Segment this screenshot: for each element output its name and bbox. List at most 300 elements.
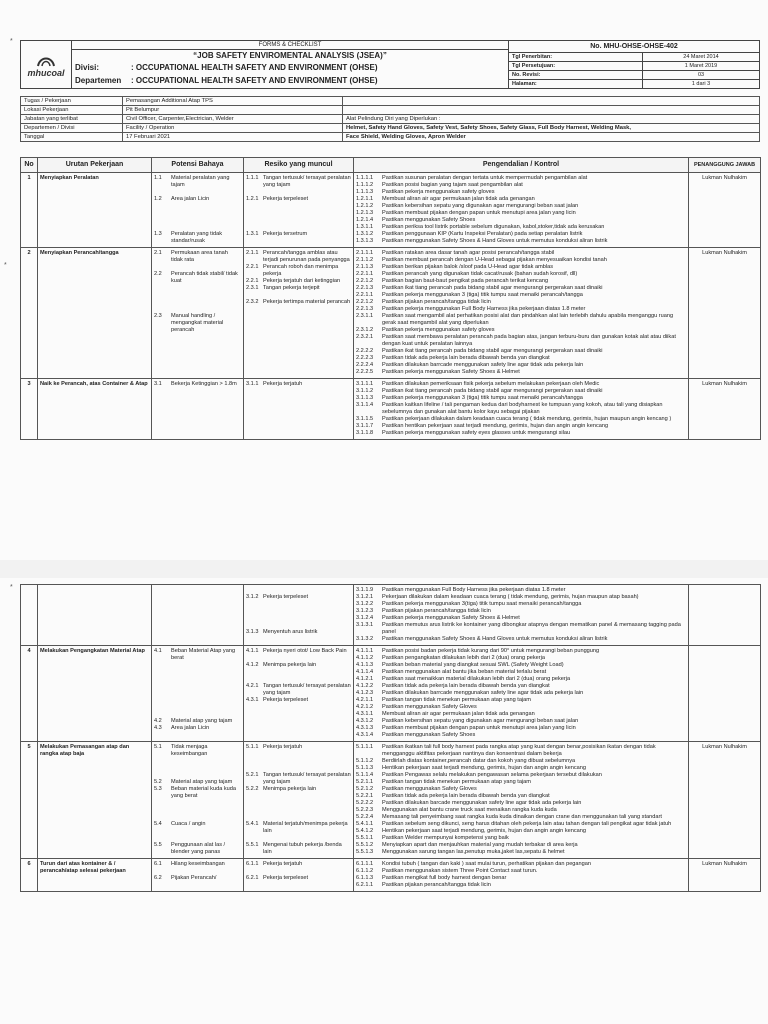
document-header [20, 40, 760, 89]
item-text: Pastikan ikat tiang perancah pada bidang stabil agar mengurangi pergerakan saat dinaiki [382, 388, 603, 394]
list-item [356, 334, 686, 348]
item-code: 5.2.2.3 [356, 807, 374, 813]
item-text: Pastikan penggunaan KIP (Kartu Inspeksi Peralatan) pada setiap peralatan listrik [382, 231, 583, 237]
item-code: 5.4.1.2 [356, 828, 374, 834]
meta-key: Halaman: [509, 80, 643, 88]
meta-key: No. Revisi: [509, 71, 643, 79]
jsea-table-page-2 [20, 584, 761, 892]
list-item [356, 662, 686, 669]
item-code: 5.1.1 [246, 744, 259, 750]
lokasi-value: Pit Belumpur [123, 106, 343, 115]
table-row [21, 742, 761, 859]
mhucoal-logo-icon [36, 54, 56, 68]
meta-row [509, 71, 759, 80]
item-code: 3.1.3.1 [356, 622, 374, 628]
item-code: 6.1.1 [246, 861, 259, 867]
item-text: Pastikan pekerja menggunakan 3 (tiga) titik tumpu saat menaiki perancah/tangga [382, 292, 583, 298]
list-item [356, 882, 686, 889]
divisi-label: Divisi: [75, 63, 100, 73]
list-item [356, 348, 686, 355]
column-pengendalian: Pengendalian / Kontrol [354, 158, 689, 173]
item-text: Pastikan menggunakan Safety Gloves [382, 704, 477, 710]
list-item [246, 772, 351, 786]
item-code: 4.3.1.4 [356, 732, 374, 738]
page-gap [0, 560, 768, 578]
item-text: Membuat aliran air agar permukaan jalan tidak ada genangan [382, 711, 535, 717]
item-code: 4.3.1.3 [356, 725, 374, 731]
item-code: 3.1.2 [246, 594, 259, 600]
job-step: Naik ke Perancah, atas Container & Atap [38, 379, 152, 440]
row-number: 1 [21, 173, 38, 248]
list-item [154, 718, 241, 725]
list-item [356, 369, 686, 376]
column-potensi: Potensi Bahaya [152, 158, 244, 173]
item-text: Pastikan pekerja menggunakan 3 (tiga) titik tumpu saat menaiki perancah/tangga [382, 395, 583, 401]
item-code: 3.1.2.4 [356, 615, 374, 621]
list-item [356, 271, 686, 278]
list-item [154, 725, 241, 732]
list-item [356, 821, 686, 828]
item-code: 2.2.2.2 [356, 348, 374, 354]
item-text: Pastikan tidak ada pekerja lain berada dibawah benda yan diangkat [382, 793, 550, 799]
list-item [246, 196, 351, 203]
item-code: 3.1.1.7 [356, 423, 374, 429]
item-text: Pastikan menggunakan Full Body Harness jika pekerjaan diatas 1.8 meter [382, 587, 566, 593]
item-code: 4.1.1 [246, 648, 259, 654]
item-text: Pastikan dilakukan pemeriksaan fisik pekerja sebelum melakukan pekerjaan oleh Medic [382, 381, 600, 387]
item-code: 2.2.1.3 [356, 285, 374, 291]
list-item [356, 416, 686, 423]
item-text: Beban material kuda kuda yang berat [171, 786, 236, 799]
item-code: 3.1.1.5 [356, 416, 374, 422]
column-no: No [21, 158, 38, 173]
responsible-person: Lukman Nulhakim [689, 248, 761, 379]
item-code: 4.1.2.2 [356, 683, 374, 689]
list-item [356, 278, 686, 285]
item-code: 4.1.2.1 [356, 676, 374, 682]
tanggal-value: 17 Februari 2021 [123, 133, 343, 142]
item-code: 4.1.2.3 [356, 690, 374, 696]
item-text: Pekerja tertimpa material perancah [263, 299, 351, 305]
item-text: Pastikan posisi bagian yang tajam saat pengambilan alat [382, 182, 523, 188]
item-text: Pastikan sebelum seng dikunci, seng harus ditahan oleh pekerja lain atau tahan dengan tali pengikat agar tidak jatuh [382, 821, 672, 827]
item-code: 3.1.2.2 [356, 601, 374, 607]
list-item [356, 313, 686, 327]
control-list [354, 646, 689, 742]
departemen-cell [72, 75, 509, 89]
spacer [154, 285, 241, 313]
hazard-list [152, 646, 244, 742]
item-code: 4.3.1 [246, 697, 259, 703]
list-item [246, 231, 351, 238]
list-item [356, 299, 686, 306]
list-item [246, 264, 351, 278]
item-code: 3.1.1.2 [356, 388, 374, 394]
hazard-list [152, 742, 244, 859]
item-text: Bekerja Ketinggian > 1.8m [171, 381, 237, 387]
spacer [154, 828, 241, 842]
item-code: 2.1 [154, 250, 162, 256]
page-mark: * [4, 262, 7, 269]
item-text: Permukaan area tanah tidak rata [171, 250, 228, 263]
spacer [246, 751, 351, 772]
item-code: 1.2.1 [246, 196, 259, 202]
item-text: Pastikan pekerja menggunakan safety gloves [382, 189, 495, 195]
list-item [246, 299, 351, 306]
spacer [246, 835, 351, 842]
item-code: 6.1.1.1 [356, 861, 374, 867]
item-text: Pastikan membuat perancah dengan U-Head sebagai pijakan menyesuaikan kondisi tanah [382, 257, 607, 263]
list-item [356, 381, 686, 388]
item-code: 2.1.1.3 [356, 264, 374, 270]
item-code: 2.3.2 [246, 299, 259, 305]
item-text: Perancah tidak stabil/ tidak kuat [171, 271, 238, 284]
list-item [356, 669, 686, 676]
spacer [246, 793, 351, 821]
item-text: Pastikan pekerja menggunakan Safety Shoes & Helmet [382, 615, 520, 621]
item-code: 2.2.2.4 [356, 362, 374, 368]
item-text: Pastikan tidak ada pekerja lain berada dibawah benda yan diangkat [382, 355, 550, 361]
item-text: Pastikan bagian baut-baut pengikat pada perancah terikat kencang [382, 278, 549, 284]
list-item [154, 842, 241, 856]
item-text: Pastikan dilakukan barcade menggunakan safety line agar tidak ada pekerja lain [382, 800, 582, 806]
form-label-cell [72, 41, 509, 50]
list-item [246, 861, 351, 868]
list-item [356, 800, 686, 807]
hazard-list [152, 379, 244, 440]
item-code: 4.1.1.4 [356, 669, 374, 675]
item-code: 1.2.1.2 [356, 203, 374, 209]
item-code: 1.1 [154, 175, 162, 181]
job-step: Menyiapkan Peralatan [38, 173, 152, 248]
table-row [21, 248, 761, 379]
item-text: Hilang keseimbangan [171, 861, 225, 867]
item-text: Pekerja terpeleset [263, 875, 309, 881]
divisi-value: : OCCUPATIONAL HEALTH SAFETY AND ENVIRONMENT (OHSE) [131, 63, 378, 73]
list-item [356, 388, 686, 395]
apd-value-1: Helmet, Safety Hand Gloves, Safety Vest, Safety Shoes, Safety Glass, Full Body Harnest, Welding Mask, [343, 124, 760, 133]
list-item [154, 381, 241, 388]
item-code: 4.1 [154, 648, 162, 654]
list-item [246, 285, 351, 292]
list-item [356, 807, 686, 814]
list-item [356, 772, 686, 779]
meta-row [509, 80, 759, 88]
job-step: Menyiapkan Perancah/tangga [38, 248, 152, 379]
item-code: 5.5.1.3 [356, 849, 374, 855]
list-item [356, 224, 686, 231]
item-text: Pastikan menggunakan Safety Shoes & Hand Gloves untuk memutus konduksi aliran listrik [382, 636, 608, 642]
list-item [356, 196, 686, 203]
item-code: 5.2.1 [246, 772, 259, 778]
list-item [356, 725, 686, 732]
list-item [356, 402, 686, 416]
list-item [356, 697, 686, 704]
item-code: 2.1.1 [246, 250, 259, 256]
table-row [21, 646, 761, 742]
item-text: Pastikan susunan peralatan dengan tertata untuk mempermudah pengambilan alat [382, 175, 588, 181]
apd-label: Alat Pelindung Diri yang Diperlukan : [343, 115, 760, 124]
list-item [246, 744, 351, 751]
meta-row [509, 53, 759, 62]
list-item [356, 395, 686, 402]
item-code: 5.1 [154, 744, 162, 750]
spacer [154, 800, 241, 821]
row-number: 3 [21, 379, 38, 440]
item-text: Area jalan Licin [171, 196, 210, 202]
list-item [154, 821, 241, 828]
item-text: Pastikan posisi badan pekerja tidak kurang dari 90° untuk mengurangi beban punggung [382, 648, 600, 654]
list-item [356, 758, 686, 765]
item-text: Pastikan pekerja menggunakan safety eyes glasses untuk mengurangi silau [382, 430, 571, 436]
item-code: 2.2.1.2 [356, 278, 374, 284]
spacer [246, 203, 351, 231]
table-row [21, 585, 761, 646]
item-code: 5.4.1.1 [356, 821, 374, 827]
item-code: 5.1.1.4 [356, 772, 374, 778]
item-code: 1.3.1 [246, 231, 259, 237]
item-code: 2.3.1.2 [356, 327, 374, 333]
item-code: 5.1.1.3 [356, 765, 374, 771]
list-item [154, 648, 241, 662]
item-code: 4.1.1.2 [356, 655, 374, 661]
list-item [246, 786, 351, 793]
page-mark: * [10, 38, 13, 45]
item-text: Pastikan menggunakan sistem Three Point Contact saat turun. [382, 868, 538, 874]
list-item [356, 182, 686, 189]
list-item [356, 842, 686, 849]
item-text: Pastikan memutus arus listrik ke kontainer yang dibongkar atapnya dengan mematikan panel & memasang tagging pada panel [382, 622, 681, 635]
responsible-person [689, 585, 761, 646]
item-text: Material atap yang tajam [171, 718, 233, 724]
item-code: 4.1.1.3 [356, 662, 374, 668]
list-item [246, 278, 351, 285]
item-text: Pastikan pekerja menggunakan safety gloves [382, 327, 495, 333]
spacer [246, 655, 351, 662]
list-item [356, 615, 686, 622]
row-number: 2 [21, 248, 38, 379]
list-item [356, 655, 686, 662]
item-text: Manual handling / mengangkat material perancah [171, 313, 224, 333]
document-title: “JOB SAFETY ENVIROMENTAL ANALYSIS (JSEA)” [193, 51, 387, 61]
item-text: Pastikan saat mengambil alat perhatikan posisi alat dan pindahkan alat lain terlebih dahulu apabila menganggu ruang gerak saat mengambil alat yang diperlukan [382, 313, 674, 326]
risk-list [244, 379, 354, 440]
item-text: Menyentuh arus listrik [263, 629, 318, 635]
item-code: 1.3.1.2 [356, 231, 374, 237]
item-text: Pastikan tangan tidak menekan permukaan atap yang tajam [382, 697, 531, 703]
logo-text: mhucoal [27, 67, 65, 78]
item-text: Tangan tertusuk/ tersayat peralatan yang tajam [263, 772, 351, 785]
list-item [154, 175, 241, 189]
control-list [354, 379, 689, 440]
list-item [246, 381, 351, 388]
list-item [356, 362, 686, 369]
list-item [356, 683, 686, 690]
list-item [154, 786, 241, 800]
item-text: Pastikan dilakukan barrcade menggunakan safety line agar tidak ada pekerja lain [382, 690, 584, 696]
item-text: Pastikan Welder mempunyai kompetensi yang baik [382, 835, 509, 841]
item-text: Pastikan membuat pijakan dengan papan untuk menutupi area jalan yang licin [382, 725, 576, 731]
list-item [356, 718, 686, 725]
item-text: Pastikan menggunakan alat bantu jika beban material terlalu berat [382, 669, 547, 675]
responsible-person: Lukman Nulhakim [689, 742, 761, 859]
item-code: 5.4.1 [246, 821, 259, 827]
column-penanggung-jawab: PENANGGUNG JAWAB [689, 158, 761, 173]
item-text: Pekerja terpeleset [263, 196, 309, 202]
list-item [154, 861, 241, 868]
item-text: Pastikan pekerja menggunakan 3(tiga) titik tumpu saat menaiki perancah/tangga [382, 601, 582, 607]
item-code: 2.2.1.2 [356, 299, 374, 305]
item-text: Menggunakan sarung tangan las,penutup muka,jaket las,sepatu & helmet [382, 849, 565, 855]
list-item [356, 704, 686, 711]
list-item [356, 423, 686, 430]
row-number: 5 [21, 742, 38, 859]
item-code: 4.3.1.1 [356, 711, 374, 717]
item-text: Pastikan menggunakan Safety Gloves [382, 786, 477, 792]
item-text: Pastikan pijakan perancah/tangga tidak licin [382, 882, 491, 888]
list-item [246, 175, 351, 189]
divisi-cell [72, 62, 509, 75]
row-number [21, 585, 38, 646]
item-text: Peralatan yang tidak standar/rusak [171, 231, 222, 244]
list-item [356, 732, 686, 739]
item-text: Pekerja tersetrum [263, 231, 308, 237]
table-row [21, 859, 761, 892]
list-item [356, 636, 686, 643]
column-resiko: Resiko yang muncul [244, 158, 354, 173]
list-item [356, 257, 686, 264]
item-text: Pastikan ikat tiang perancah pada bidang stabil agar mengurangi pergerakan saat dinaiki [382, 348, 603, 354]
list-item [356, 828, 686, 835]
list-item [356, 814, 686, 821]
item-text: Penggunaan alat las / blender yang panas [171, 842, 226, 855]
list-item [154, 313, 241, 334]
spacer [246, 189, 351, 196]
tugas-label: Tugas / Pekerjaan [21, 97, 123, 106]
job-step [38, 585, 152, 646]
item-text: Menyiapkan apart dan menjauhkan material yang mudah terbakar di area kerja [382, 842, 578, 848]
list-item [356, 175, 686, 182]
item-text: Menimpa pekerja lain [263, 662, 317, 668]
item-text: Pastikan saat membawa peralatan perancah pada bagian atas, jangan terburu-buru dan gunakan kotak alat atau diikat dengan kuat untuk peralatan lainnya [382, 334, 676, 347]
item-text: Pastikan ikatkan tali full body harnest pada rangka atap yang kuat dengan benar,posisikan ikatan dengan tidak mengganggu aktifitas pekerjaan nantinya dan konsentrasi dalam bekerja [382, 744, 656, 757]
item-text: Area jalan Licin [171, 725, 210, 731]
item-text: Tangan pekerja terjepit [263, 285, 320, 291]
list-item [356, 601, 686, 608]
list-item [356, 793, 686, 800]
item-code: 1.2 [154, 196, 162, 202]
list-item [356, 608, 686, 615]
item-code: 6.2.1.1 [356, 882, 374, 888]
item-text: Hentikan pekerjaan saat terjadi mendung, gerimis, hujan dan angin angin kencang [382, 828, 586, 834]
column-urutan: Urutan Pekerjaan [38, 158, 152, 173]
item-text: Pekerja terpeleset [263, 697, 309, 703]
spacer [154, 758, 241, 779]
item-code: 2.2.1.1 [356, 292, 374, 298]
meta-key: Tgl Persetujuan: [509, 62, 643, 70]
item-code: 3.1 [154, 381, 162, 387]
item-code: 3.1.1.9 [356, 587, 374, 593]
item-code: 1.2.1.1 [356, 196, 374, 202]
spacer [246, 587, 351, 594]
item-code: 2.2 [154, 271, 162, 277]
company-logo [21, 41, 72, 89]
info-blank [343, 106, 760, 115]
item-code: 6.2.1 [246, 875, 259, 881]
item-code: 6.1.1.3 [356, 875, 374, 881]
item-code: 3.1.3 [246, 629, 259, 635]
list-item [356, 210, 686, 217]
spacer [154, 189, 241, 196]
item-text: Pijakan Perancah/ [171, 875, 217, 881]
hazard-list [152, 248, 244, 379]
meta-value: 24 Maret 2014 [683, 54, 719, 60]
item-text: Cuaca / angin [171, 821, 206, 827]
item-code: 2.3 [154, 313, 162, 319]
item-text: Pastikan beban material yang diangkat sesuai SWL (Safety Weight Load) [382, 662, 564, 668]
list-item [246, 821, 351, 835]
item-text: Menimpa pekerja lain [263, 786, 317, 792]
list-item [356, 231, 686, 238]
item-code: 5.2.2.4 [356, 814, 374, 820]
list-item [356, 690, 686, 697]
departemen-divisi-value: Facility / Operation [123, 124, 343, 133]
control-list [354, 742, 689, 859]
item-code: 4.2 [154, 718, 162, 724]
item-code: 1.3.1.1 [356, 224, 374, 230]
item-code: 1.1.1.1 [356, 175, 374, 181]
list-item [246, 648, 351, 655]
item-text: Hentikan pekerjaan saat terjadi mendung, gerimis, hujan dan angin angin kencang [382, 765, 586, 771]
responsible-person: Lukman Nulhakim [689, 379, 761, 440]
table-row [21, 379, 761, 440]
item-text: Pekerja terpeleset [263, 594, 309, 600]
apd-value-2: Face Shield, Welding Gloves, Apron Welder [343, 133, 760, 142]
row-number: 6 [21, 859, 38, 892]
list-item [356, 327, 686, 334]
item-text: Pastikan perancah yang digunakan tidak cacat/rusak (bahan sudah korosif, dll) [382, 271, 578, 277]
list-item [246, 250, 351, 264]
item-code: 4.2.1 [246, 683, 259, 689]
item-code: 6.1 [154, 861, 162, 867]
item-text: Pastikan menggunakan Safety Shoes [382, 732, 476, 738]
list-item [356, 292, 686, 299]
form-label: FORMS & CHECKLIST [258, 42, 322, 49]
list-item [154, 271, 241, 285]
item-text: Pekerjaan dilakukan dalam keadaan cuaca terang ( tidak mendung, gerimis, hujan maupun atap basah) [382, 594, 639, 600]
jabatan-label: Jabatan yang terlibat [21, 115, 123, 124]
spacer [154, 203, 241, 231]
list-item [356, 622, 686, 636]
item-text: Pastikan dilakukan barrcade menggunakan safety line agar tidak ada pekerja lain [382, 362, 584, 368]
control-list [354, 585, 689, 646]
list-item [154, 875, 241, 882]
spacer [154, 662, 241, 718]
item-code: 5.2.1.2 [356, 786, 374, 792]
item-text: Memasang tali penyeimbang saat rangka kuda kuda dinaikan dengan crane dan menggunakan tali yang standart [382, 814, 662, 820]
job-info-table [20, 96, 760, 142]
item-text: Pekerja terjatuh [263, 744, 303, 750]
item-code: 3.1.1.1 [356, 381, 374, 387]
list-item [246, 594, 351, 601]
item-code: 3.1.1.4 [356, 402, 374, 408]
item-text: Pastikan hentikan pekerjaan saat terjadi mendung, gerimis, hujan dan angin angin kencang [382, 423, 609, 429]
control-list [354, 173, 689, 248]
info-blank [343, 97, 760, 106]
item-code: 1.3.1.3 [356, 238, 374, 244]
item-text: Pastikan ikat tiang perancah pada bidang stabil agar mengurangi pergerakan saat dinaiki [382, 285, 603, 291]
list-item [154, 744, 241, 758]
